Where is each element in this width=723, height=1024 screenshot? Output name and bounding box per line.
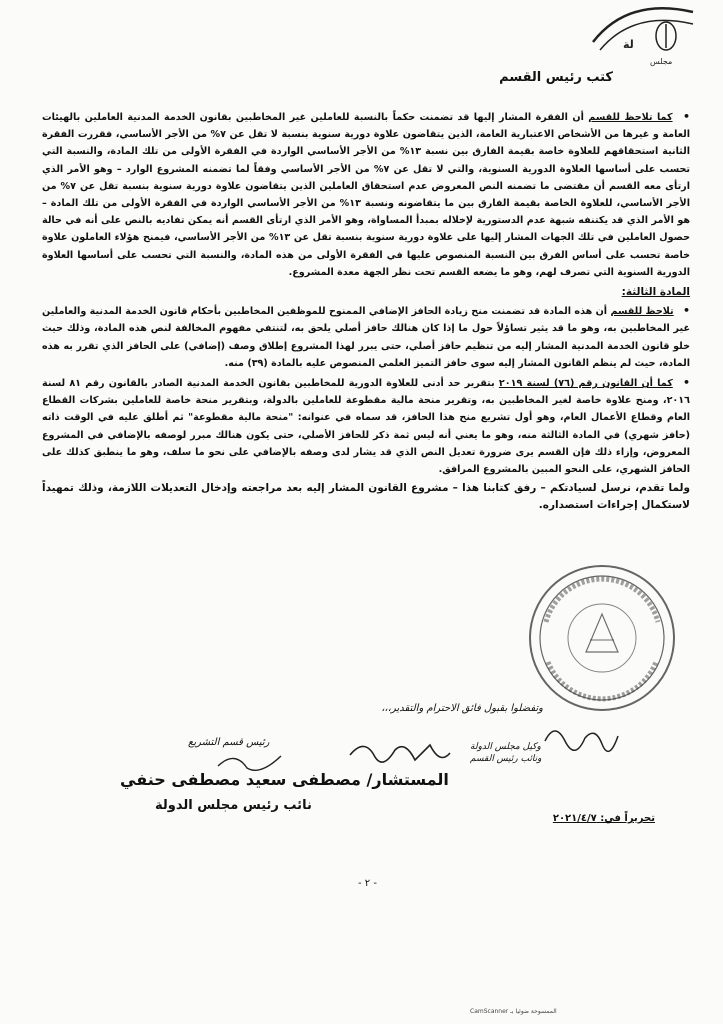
section-heading: المادة الثالثة: [621, 286, 690, 299]
paragraph-1 [42, 108, 690, 281]
paragraph-3 [42, 374, 690, 478]
paragraph-3-text: بتقرير حد أدنى للعلاوة الدورية للمخاطبين بقانون الخدمة المدنية الصادر بالقانون رقم ٨١ لسنة ٢٠١٦، ومنح علاوة خاصة لغير المخاطبين به، وتقرير منحة مالية مقطوعة للعاملين بالدولة، وبتقرير منحة خاصة للعاملين بشركات القطاع العام وقطاع الأعمال العام، وهو أول تشريع منح هذا الحافز، قد سماه في عنوانه: "منحة مالية مقطوعة" ثم أطلق عليه في الوقت ذاته (حافز شهري) في المادة الثالثة منه، وهو ما يعني أنه ليس ثمة ذكر للحافز الأصلي، حتى يكون هنالك مبرر لوصفه بالإضافي في المشروع المعروض، وإزاء ذلك فإن القسم يرى ضرورة تعديل النص الذي قد يشار لدى وصفه بالإضافي على نحو ما سلف، وهو ما ينطبق كذلك على الحافز الشهري، على النحو المبين بالمشروع المرافق. [42, 378, 690, 476]
scanner-watermark: الممسوحة ضوئيا بـ CamScanner [470, 1008, 557, 1015]
paragraph-2 [42, 302, 690, 372]
paragraph-1-lead: كما تلاحظ للقسم [588, 112, 673, 123]
svg-text:مجلس: مجلس [650, 57, 673, 66]
issue-date: تحريراً في: ٢٠٢١/٤/٧ [552, 813, 655, 824]
signatory-middle-title: وكيل مجلس الدولة [470, 742, 541, 752]
handwritten-signature-middle [345, 735, 455, 775]
paragraph-2-lead: تلاحظ للقسم [610, 306, 674, 318]
paragraph-2-text: أن هذه المادة قد تضمنت منح زيادة الحافز الإضافي الممنوح للموظفين المخاطبين بأحكام قانون الخدمة المدنية والعاملين غير المخاطبين به، وهو ما قد يثير تساؤلاً حول ما إذا كان هنالك حافز أصلي يلحق به، لتنتفي مفهوم المخالفة لنص هذه المادة، وذلك حيث خلو قانون الخدمة المدنية المشار إليه من تنظيم حافز أصلي، حتى يبرر لهذا المشروع إطلاق وصف (إضافي) على الحافز الذي تقرر به هذه المادة، حيث لم ينظم القانون المشار إليه سوى حافز التميز العلمي المنصوص عليه بالمادة (٣٩) منه. [42, 306, 690, 369]
bullet-icon: • [682, 110, 690, 123]
memo-body [42, 108, 690, 517]
closing-paragraph: ولما تقدم، نرسل لسيادتكم – رفق كتابنا هذا – مشروع القانون المشار إليه بعد مراجعته وإدخال التعديلات اللازمة، وذلك تمهيداً لاستكمال إجراءات استصداره. [42, 482, 690, 512]
paragraph-1-text: أن الفقرة المشار إليها قد تضمنت حكماً بالنسبة للعاملين غير المخاطبين بقانون الخدمة المدنية العاملين بالهيئات العامة و غيرها من الأشخاص الاعتبارية العامة، الذين يتقاضون علاوة دورية سنوية بنسبة لا تقل عن ٧% من الأجر الأساسي، فقررت الفقرة الثانية استحقاقهم للعلاوة خاصة بقيمة الفارق بين نسبة ١٣% من الأجر الأساسي الواردة في الفقرة الأولى من تلك المادة، والنسبة التي تحسب على أساسها العلاوة الدورية السنوية، والتي لا تقل عن ٧% من الأجر الأساسي وفقاً لما تضمنه المشروع الوارد – وهو الأمر الذي ارتأى معه القسم أن مقتضى ما تضمنه النص المعروض عدم استحقاق العاملين الذين يتقاضون علاوة دورية سنوية بنسبة تقل عن ٧% من الأجر الأساسي، للعلاوة الخاصة بقيمة الفارق بين ما يتقاضونه ونسبة ١٣% من الأجر الأساسي الواردة في الفقرة الأولى من تلك المادة – هو الأمر الذي قد يكتنفه شبهة عدم الدستورية لإخلاله بمبدأ المساواة، وهو الأمر الذي ارتأى القسم أنه يمكن تفاديه بالنص على أنه في حالة حصول العاملين في تلك الجهات المشار إليها على علاوة دورية سنوية بنسبة تقل عن ١٣% من الأجر الأساسي، فيمنح هؤلاء العاملون علاوة خاصة تحسب على أساس الفرق بين النسبة المنصوص عليها في الفقرة الأولى من هذه المادة، والنسبة التي تحسب على أساسها العلاوة الدورية السنوية التي تصرف لهم، وهو ما يضعه القسم تحت نظر الجهة معدة المشروع. [42, 112, 690, 278]
partial-seal-stamp-top [588, 2, 698, 72]
bullet-icon: • [682, 304, 691, 318]
svg-text:لة: لة [623, 38, 634, 51]
handwritten-signature-right [540, 716, 620, 756]
signatory-left-title: رئيس قسم التشريع [188, 737, 270, 748]
round-seal-stamp [526, 562, 678, 714]
counselor-name: المستشار/ مصطفى سعيد مصطفى حنفي [120, 770, 449, 789]
page-number: - ٢ - [358, 878, 377, 889]
signatory-middle-subtitle: ونائب رئيس القسم [470, 754, 542, 764]
counselor-title: نائب رئيس مجلس الدولة [155, 798, 312, 813]
paragraph-3-lead: كما أن القانون رقم (٧٦) لسنة ٢٠١٩ [498, 378, 673, 390]
bullet-icon: • [682, 376, 691, 390]
heading: كتب رئيس القسم [499, 70, 613, 85]
regards-line: وتفضلوا بقبول فائق الاحترام والتقدير،،، [381, 703, 543, 714]
